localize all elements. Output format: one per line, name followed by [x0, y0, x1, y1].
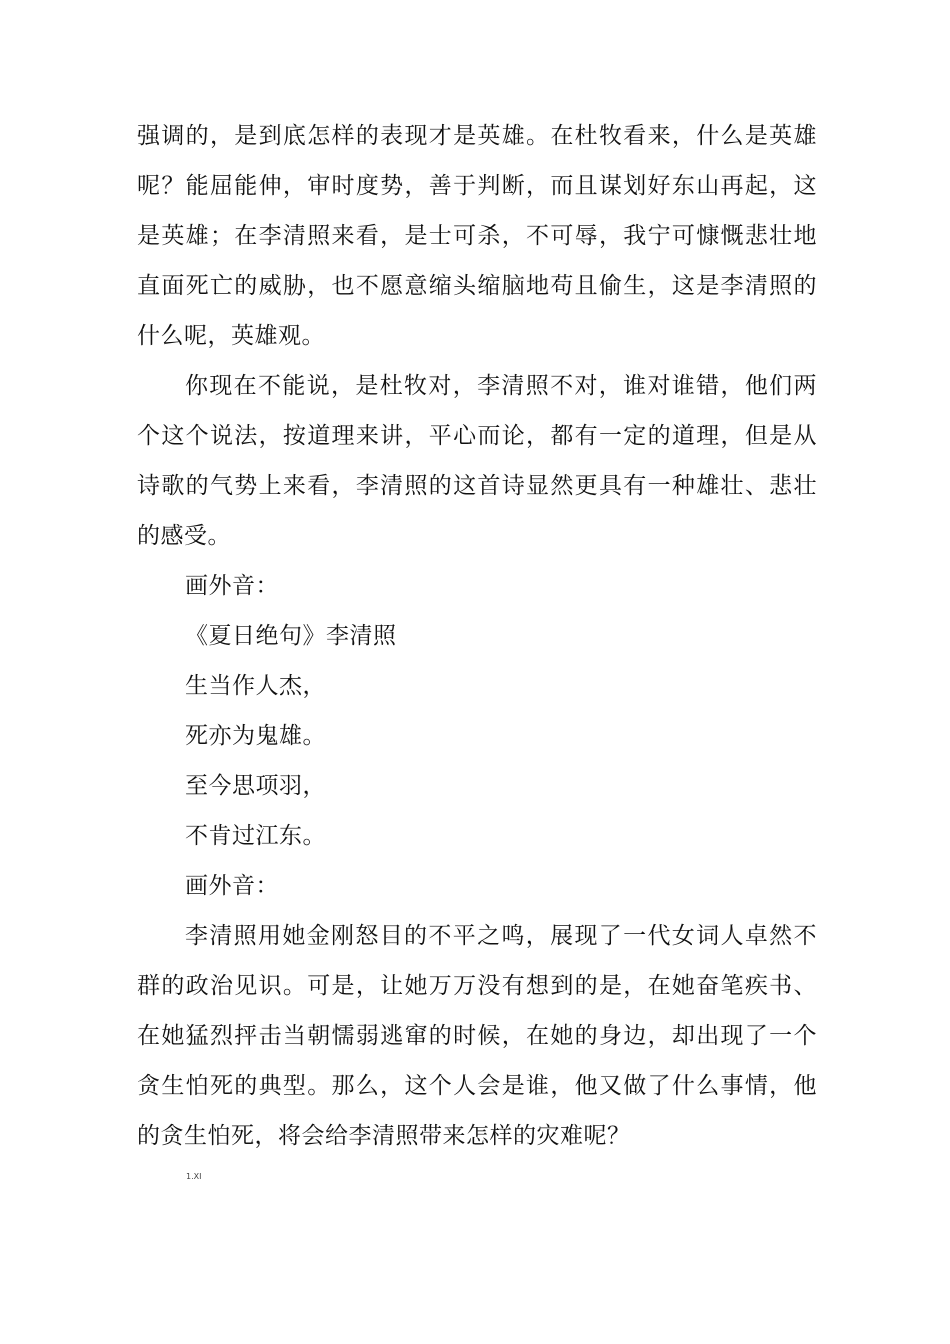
poem-title: 《夏日绝句》李清照 [185, 623, 397, 649]
document-body [137, 111, 817, 1161]
page-number-mark: 1.XI [186, 1172, 202, 1181]
voiceover-label: 画外音： [185, 573, 279, 599]
paragraph-closing: 李清照用她金刚怒目的不平之鸣，展现了一代女词人卓然不群的政治见识。可是，让她万万没有想到的是，在她奋笔疾书、在她猛烈抨击当朝懦弱逃窜的时候，在她的身边，却出现了一个贪生怕死的典型。那么，这个人会是谁，他又做了什么事情，他的贪生怕死，将会给李清照带来怎样的灾难呢？ [137, 923, 817, 1149]
poem-line: 生当作人杰， [185, 673, 326, 699]
voiceover-label: 画外音： [185, 873, 279, 899]
poem-line: 死亦为鬼雄。 [185, 723, 326, 749]
poem-line: 至今思项羽， [185, 773, 326, 799]
paragraph-comparison: 你现在不能说，是杜牧对，李清照不对，谁对谁错，他们两个这个说法，按道理来讲，平心而论，都有一定的道理，但是从诗歌的气势上来看，李清照的这首诗显然更具有一种雄壮、悲壮的感受。 [137, 373, 817, 549]
poem-line: 不肯过江东。 [185, 823, 326, 849]
paragraph-hero-definition: 强调的，是到底怎样的表现才是英雄。在杜牧看来，什么是英雄呢？能屈能伸，审时度势，善于判断，而且谋划好东山再起，这是英雄；在李清照来看，是士可杀，不可辱，我宁可慷慨悲壮地直面死亡的威胁，也不愿意缩头缩脑地苟且偷生，这是李清照的什么呢，英雄观。 [137, 123, 817, 349]
